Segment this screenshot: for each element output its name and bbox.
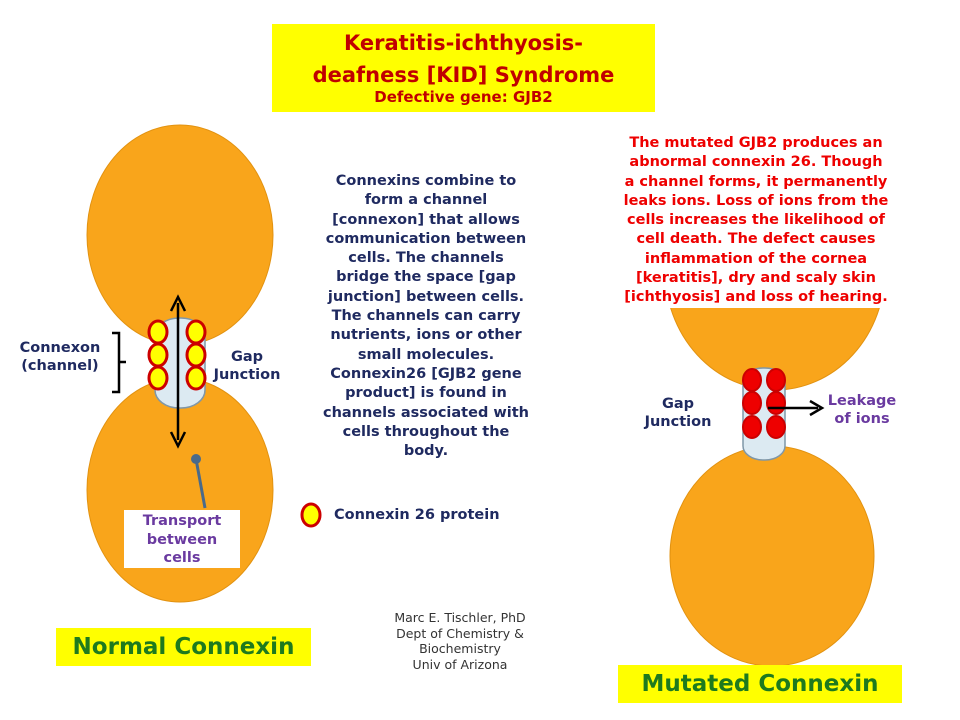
- mutated-lower-cell: [670, 446, 874, 666]
- mutated-connexin-protein: [767, 369, 785, 391]
- normal-connexin-protein: [149, 367, 167, 389]
- title-line-2: deafness [KID] Syndrome: [312, 63, 615, 87]
- normal-upper-cell: [87, 125, 273, 345]
- normal-connexin-protein: [149, 344, 167, 366]
- normal-connexin-protein: [187, 321, 205, 343]
- mutated-gap-junction-label: Gap Junction: [644, 396, 712, 430]
- title-line-1: Keratitis-ichthyosis-: [344, 31, 583, 55]
- connexon-label: Connexon (channel): [19, 340, 101, 374]
- transport-label-box: [124, 510, 240, 568]
- connexon-bracket: [112, 333, 126, 392]
- title-box: [272, 24, 655, 112]
- normal-connexin-title: Normal Connexin: [56, 628, 311, 666]
- normal-connexin-protein: [149, 321, 167, 343]
- normal-gap-junction-label: Gap Junction: [213, 349, 281, 383]
- normal-lower-cell: [87, 378, 273, 602]
- mutated-connexin-protein: [767, 416, 785, 438]
- mutated-connexin-protein: [767, 392, 785, 414]
- legend-connexin-icon: [302, 504, 320, 526]
- mutated-description: The mutated GJB2 produces an abnormal connexin 26. Though a channel forms, it permanently leaks ions. Loss of ions from the cells increases the likelihood of cell death. The defect causes inflammation of the cornea [keratitis], dry and scaly skin [ichthyosis] and loss of hearing.: [623, 135, 889, 306]
- mutated-connexin-protein: [743, 369, 761, 391]
- title-subtitle: Defective gene: GJB2: [374, 88, 553, 106]
- transport-label: Transport between cells: [142, 513, 222, 566]
- normal-connexin-protein: [187, 367, 205, 389]
- leakage-label: Leakage of ions: [827, 393, 897, 427]
- connexin-description: Connexins combine to form a channel [connexon] that allows communication between cells. The channels bridge the space [gap junction] between cells. The channels can carry nutrients, ions or other small molecules. Connexin26 [GJB2 gene product] is found in channels associated with cells throughout the body.: [322, 173, 529, 460]
- normal-connexin-protein: [187, 344, 205, 366]
- legend-label: Connexin 26 protein: [334, 507, 500, 523]
- mutated-connexin-title: Mutated Connexin: [618, 665, 902, 703]
- author-credit: Marc E. Tischler, PhD Dept of Chemistry & Biochemistry Univ of Arizona: [394, 610, 526, 672]
- mutated-connexin-protein: [743, 416, 761, 438]
- mutated-connexin-protein: [743, 392, 761, 414]
